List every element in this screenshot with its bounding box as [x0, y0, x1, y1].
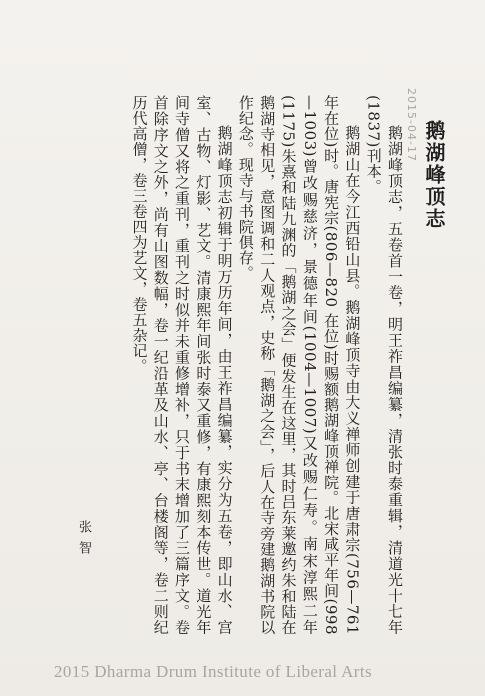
body-text: [60, 95, 405, 635]
watermark: 2015 Dharma Drum Institute of Liberal Arts: [54, 662, 373, 681]
author-signature: 张智: [76, 520, 91, 562]
paragraph-3: 鹅湖峰顶志初辑于明万历年间，由王祚昌编纂，实分为五卷，即山水、宫室、古物、灯影、艺文。清康熙年间张时泰又重修，有康熙刻本传世。道光年间寺僧又将之重刊，重刊之时似并未重修增补，只于书末增加了三篇序文。卷首除序文之外，尚有山图数幅，卷一纪沿革及山水、亭、台楼阁等，卷二则纪历代高僧，卷三卷四为艺文，卷五杂记。: [130, 95, 234, 635]
document-title: 鹅湖峰顶志: [422, 120, 446, 230]
paragraph-1: 鹅湖峰顶志，五卷首一卷，明王祚昌编纂，清张时泰重辑，清道光十七年(1837)刊本。: [364, 95, 404, 635]
paragraph-2: 鹅湖山在今江西铅山县。鹅湖峰顶寺由大义禅师创建于唐肃宗(756—761年在位)时。唐宪宗(806—820 在位)时赐额鹅湖峰顶禅院。北宋咸平年间(998—1003)曾改赐慈济，景德年间(1004—1007)又改赐仁寿。南宋淳熙二年(1175)朱熹和陆九渊的「鹅湖之会」便发生在这里，其时吕东莱邀约朱和陆在鹅湖寺相见，意图调和二人观点，史称「鹅湖之会」，后人在寺旁建鹅湖书院以作纪念。现寺与书院俱存。: [236, 95, 362, 635]
page-reference: 2015-04-17: [405, 88, 418, 162]
